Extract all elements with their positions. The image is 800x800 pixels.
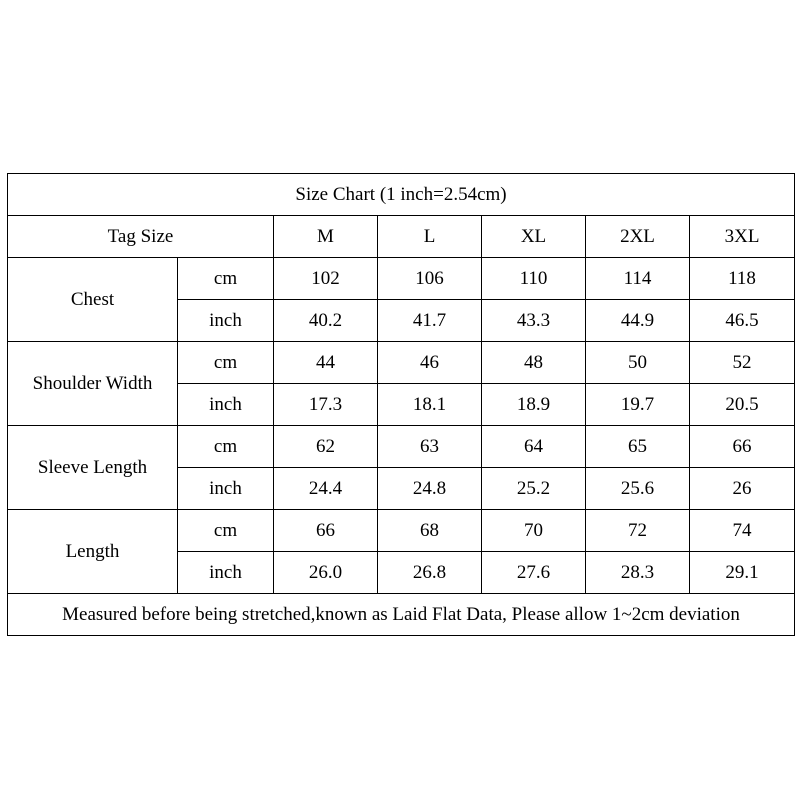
unit-label: cm <box>178 258 274 300</box>
measurement-label: Length <box>8 510 178 594</box>
table-cell: 48 <box>482 342 586 384</box>
table-cell: 18.1 <box>378 384 482 426</box>
unit-label: inch <box>178 300 274 342</box>
table-cell: 44.9 <box>586 300 690 342</box>
table-cell: 44 <box>274 342 378 384</box>
tag-size-header: Tag Size <box>8 216 274 258</box>
note-row <box>8 594 795 636</box>
table-cell: 63 <box>378 426 482 468</box>
table-cell: 114 <box>586 258 690 300</box>
table-cell: 74 <box>690 510 795 552</box>
unit-label: inch <box>178 468 274 510</box>
table-cell: 72 <box>586 510 690 552</box>
table-cell: 24.4 <box>274 468 378 510</box>
measurement-note: Measured before being stretched,known as Laid Flat Data, Please allow 1~2cm deviation <box>8 594 795 636</box>
unit-label: cm <box>178 426 274 468</box>
table-cell: 46.5 <box>690 300 795 342</box>
table-cell: 25.2 <box>482 468 586 510</box>
table-cell: 26 <box>690 468 795 510</box>
size-header: XL <box>482 216 586 258</box>
table-cell: 46 <box>378 342 482 384</box>
table-cell: 24.8 <box>378 468 482 510</box>
table-cell: 27.6 <box>482 552 586 594</box>
table-row <box>8 426 795 468</box>
unit-label: cm <box>178 342 274 384</box>
table-cell: 102 <box>274 258 378 300</box>
table-cell: 52 <box>690 342 795 384</box>
unit-label: inch <box>178 384 274 426</box>
table-cell: 19.7 <box>586 384 690 426</box>
measurement-label: Sleeve Length <box>8 426 178 510</box>
table-cell: 25.6 <box>586 468 690 510</box>
size-header: L <box>378 216 482 258</box>
measurement-label: Shoulder Width <box>8 342 178 426</box>
table-row <box>8 342 795 384</box>
measurement-label: Chest <box>8 258 178 342</box>
table-cell: 26.0 <box>274 552 378 594</box>
size-header: M <box>274 216 378 258</box>
table-cell: 106 <box>378 258 482 300</box>
table-cell: 41.7 <box>378 300 482 342</box>
table-cell: 65 <box>586 426 690 468</box>
table-cell: 64 <box>482 426 586 468</box>
unit-label: cm <box>178 510 274 552</box>
size-header: 2XL <box>586 216 690 258</box>
table-cell: 66 <box>690 426 795 468</box>
table-cell: 110 <box>482 258 586 300</box>
table-cell: 17.3 <box>274 384 378 426</box>
size-header: 3XL <box>690 216 795 258</box>
table-cell: 43.3 <box>482 300 586 342</box>
size-chart-table <box>7 173 795 636</box>
table-row <box>8 510 795 552</box>
table-cell: 68 <box>378 510 482 552</box>
table-row <box>8 258 795 300</box>
table-cell: 40.2 <box>274 300 378 342</box>
unit-label: inch <box>178 552 274 594</box>
table-cell: 20.5 <box>690 384 795 426</box>
table-cell: 66 <box>274 510 378 552</box>
table-cell: 28.3 <box>586 552 690 594</box>
size-chart-title: Size Chart (1 inch=2.54cm) <box>8 174 795 216</box>
table-cell: 26.8 <box>378 552 482 594</box>
table-cell: 18.9 <box>482 384 586 426</box>
table-cell: 62 <box>274 426 378 468</box>
table-cell: 50 <box>586 342 690 384</box>
table-cell: 70 <box>482 510 586 552</box>
table-cell: 29.1 <box>690 552 795 594</box>
table-cell: 118 <box>690 258 795 300</box>
